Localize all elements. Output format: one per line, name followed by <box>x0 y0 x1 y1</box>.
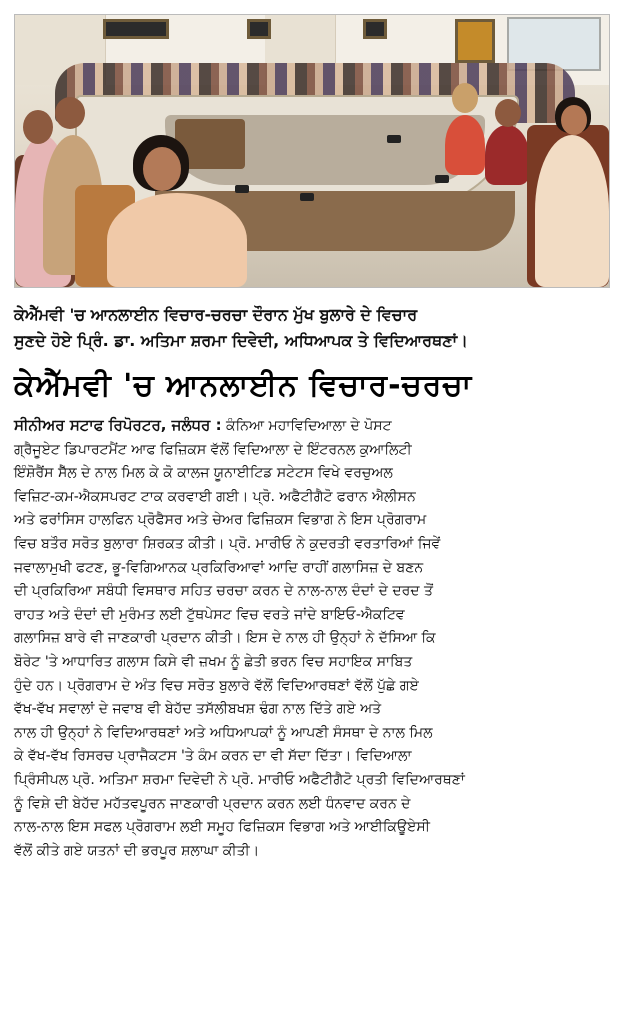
article-line: ਗ੍ਰੈਜੂਏਟ ਡਿਪਾਰਟਮੈਂਟ ਆਫ ਫਿਜ਼ਿਕਸ ਵੱਲੋਂ ਵਿਦਿਆਲਾ ਦੇ ਇੰਟਰਨਲ ਕੁਆਲਿਟੀ <box>14 441 412 458</box>
article-line: ਨੂੰ ਵਿਸ਼ੇ ਦੀ ਬੇਹੱਦ ਮਹੱਤਵਪੂਰਨ ਜਾਣਕਾਰੀ ਪ੍ਰਦਾਨ ਕਰਨ ਲਈ ਧੰਨਵਾਦ ਕਰਨ ਦੇ <box>14 795 411 812</box>
face <box>143 147 181 191</box>
attendee <box>445 115 485 175</box>
attendee <box>485 125 529 185</box>
microphone <box>300 193 314 201</box>
article-line: ਨਾਲ ਹੀ ਉਨ੍ਹਾਂ ਨੇ ਵਿਦਿਆਰਥਣਾਂ ਅਤੇ ਅਧਿਆਪਕਾਂ ਨੂੰ ਆਪਣੀ ਸੰਸਥਾ ਦੇ ਨਾਲ ਮਿਲ <box>14 724 433 741</box>
woman-in-peach-suit <box>107 193 247 287</box>
article-line: ਹੁੰਦੇ ਹਨ। ਪ੍ਰੋਗਰਾਮ ਦੇ ਅੰਤ ਵਿਚ ਸਰੋਤ ਬੁਲਾਰੇ ਵੱਲੋਂ ਵਿਦਿਆਰਥਣਾਂ ਵੱਲੋਂ ਪੁੱਛੇ ਗਏ <box>14 677 419 694</box>
wall-painting <box>455 19 495 63</box>
news-clipping <box>14 14 608 1014</box>
wall-frame <box>103 19 169 39</box>
meeting-photo <box>14 14 610 288</box>
headline: ਕੇਐੱਮਵੀ 'ਚ ਆਨਲਾਈਨ ਵਿਚਾਰ-ਚਰਚਾ <box>14 368 473 403</box>
principal-seated <box>535 135 609 287</box>
caption-line: ਕੇਐੱਮਵੀ 'ਚ ਆਨਲਾਈਨ ਵਿਚਾਰ-ਚਰਚਾ ਦੌਰਾਨ ਮੁੱਖ ਬੁਲਾਰੇ ਦੇ ਵਿਚਾਰ <box>14 305 418 324</box>
wall-frame <box>247 19 271 39</box>
caption-line: ਸੁਣਦੇ ਹੋਏ ਪ੍ਰਿੰ. ਡਾ. ਅਤਿਮਾ ਸ਼ਰਮਾ ਦਿਵੇਦੀ, ਅਧਿਆਪਕ ਤੇ ਵਿਦਿਆਰਥਣਾਂ। <box>14 331 468 350</box>
microphone <box>235 185 249 193</box>
microphone <box>387 135 401 143</box>
article-line: ਵੱਲੋਂ ਕੀਤੇ ਗਏ ਯਤਨਾਂ ਦੀ ਭਰਪੂਰ ਸ਼ਲਾਘਾ ਕੀਤੀ। <box>14 842 260 859</box>
article-line: ਪ੍ਰਿੰਸੀਪਲ ਪ੍ਰੋ. ਅਤਿਮਾ ਸ਼ਰਮਾ ਦਿਵੇਦੀ ਨੇ ਪ੍ਰੋ. ਮਾਰੀਓ ਅਫੈਟੀਗੈਟੋ ਪ੍ਰਤੀ ਵਿਦਿਆਰਥਣਾਂ <box>14 771 465 788</box>
microphone <box>435 175 449 183</box>
article-line: ਵੱਖ-ਵੱਖ ਸਵਾਲਾਂ ਦੇ ਜਵਾਬ ਵੀ ਬੇਹੱਦ ਤਸੱਲੀਬਖਸ਼ ਢੰਗ ਨਾਲ ਦਿੱਤੇ ਗਏ ਅਤੇ <box>14 701 382 718</box>
article-line: ਨਾਲ-ਨਾਲ ਇਸ ਸਫਲ ਪ੍ਰੋਗਰਾਮ ਲਈ ਸਮੂਹ ਫਿਜ਼ਿਕਸ ਵਿਭਾਗ ਅਤੇ ਆਈਕਿਊਏਸੀ <box>14 819 430 836</box>
article-line: ਇੰਸ਼ੋਰੈਂਸ ਸੈੱਲ ਦੇ ਨਾਲ ਮਿਲ ਕੇ ਕੋ ਕਾਲਜ ਯੂਨਾਈਟਿਡ ਸਟੇਟਸ ਵਿਖੇ ਵਰਚੁਅਲ <box>14 465 393 482</box>
face <box>561 105 587 135</box>
article-line: ਬੋਰੇਟ 'ਤੇ ਆਧਾਰਿਤ ਗਲਾਸ ਕਿਸੇ ਵੀ ਜ਼ਖਮ ਨੂੰ ਛੇਤੀ ਭਰਨ ਵਿਚ ਸਹਾਇਕ ਸਾਬਿਤ <box>14 653 413 670</box>
article-line: ਦੀ ਪ੍ਰਕਿਰਿਆ ਸਬੰਧੀ ਵਿਸਥਾਰ ਸਹਿਤ ਚਰਚਾ ਕਰਨ ਦੇ ਨਾਲ-ਨਾਲ ਦੰਦਾਂ ਦੇ ਦਰਦ ਤੋਂ <box>14 583 433 600</box>
wall-frame <box>363 19 387 39</box>
article-line: ਕੇ ਵੱਖ-ਵੱਖ ਰਿਸਰਚ ਪ੍ਰਾਜੈਕਟਸ 'ਤੇ ਕੰਮ ਕਰਨ ਦਾ ਵੀ ਸੱਦਾ ਦਿੱਤਾ। ਵਿਦਿਆਲਾ <box>14 748 412 765</box>
article-line: ਅਤੇ ਫਰਾਂਸਿਸ ਹਾਲਫਿਨ ਪ੍ਰੋਫੈਸਰ ਅਤੇ ਚੇਅਰ ਫਿਜ਼ਿਕਸ ਵਿਭਾਗ ਨੇ ਇਸ ਪ੍ਰੋਗਰਾਮ <box>14 512 427 529</box>
article-line: ਰਾਹਤ ਅਤੇ ਦੰਦਾਂ ਦੀ ਮੁਰੰਮਤ ਲਈ ਟੁੱਥਪੇਸਟ ਵਿਚ ਵਰਤੇ ਜਾਂਦੇ ਬਾਇਓ-ਐਕਟਿਵ <box>14 606 405 623</box>
article-line: ਜਵਾਲਾਮੁਖੀ ਫਟਣ, ਭੂ-ਵਿਗਿਆਨਕ ਪ੍ਰਕਿਰਿਆਵਾਂ ਆਦਿ ਰਾਹੀਂ ਗਲਾਸਿਜ਼ ਦੇ ਬਣਨ <box>14 559 424 576</box>
turban-head <box>452 83 478 113</box>
attendee-head <box>495 99 521 127</box>
photo-caption <box>14 302 608 354</box>
article-line <box>14 414 608 439</box>
attendee-head <box>23 110 53 144</box>
article-line: ਵਿਚ ਬਤੌਰ ਸਰੋਤ ਬੁਲਾਰਾ ਸ਼ਿਰਕਤ ਕੀਤੀ। ਪ੍ਰੋ. ਮਾਰੀਓ ਨੇ ਕੁਦਰਤੀ ਵਰਤਾਰਿਆਂ ਜਿਵੇਂ <box>14 535 441 552</box>
article-line: ਗਲਾਸਿਜ਼ ਬਾਰੇ ਵੀ ਜਾਣਕਾਰੀ ਪ੍ਰਦਾਨ ਕੀਤੀ। ਇਸ ਦੇ ਨਾਲ ਹੀ ਉਨ੍ਹਾਂ ਨੇ ਦੱਸਿਆ ਕਿ <box>14 630 436 647</box>
byline: ਸੀਨੀਅਰ ਸਟਾਫ ਰਿਪੋਰਟਰ, ਜਲੰਧਰ : <box>14 416 222 434</box>
article-body <box>14 414 608 863</box>
article-line: ਵਿਜ਼ਿਟ-ਕਮ-ਐਕਸਪਰਟ ਟਾਕ ਕਰਵਾਈ ਗਈ। ਪ੍ਰੋ. ਅਫੈਟੀਗੈਟੋ ਫਰਾਨ ਐਲੀਸਨ <box>14 488 416 505</box>
attendee-head <box>55 97 85 129</box>
article-line-text: ਕੰਨਿਆ ਮਹਾਵਿਦਿਆਲਾ ਦੇ ਪੋਸਟ <box>221 418 392 434</box>
